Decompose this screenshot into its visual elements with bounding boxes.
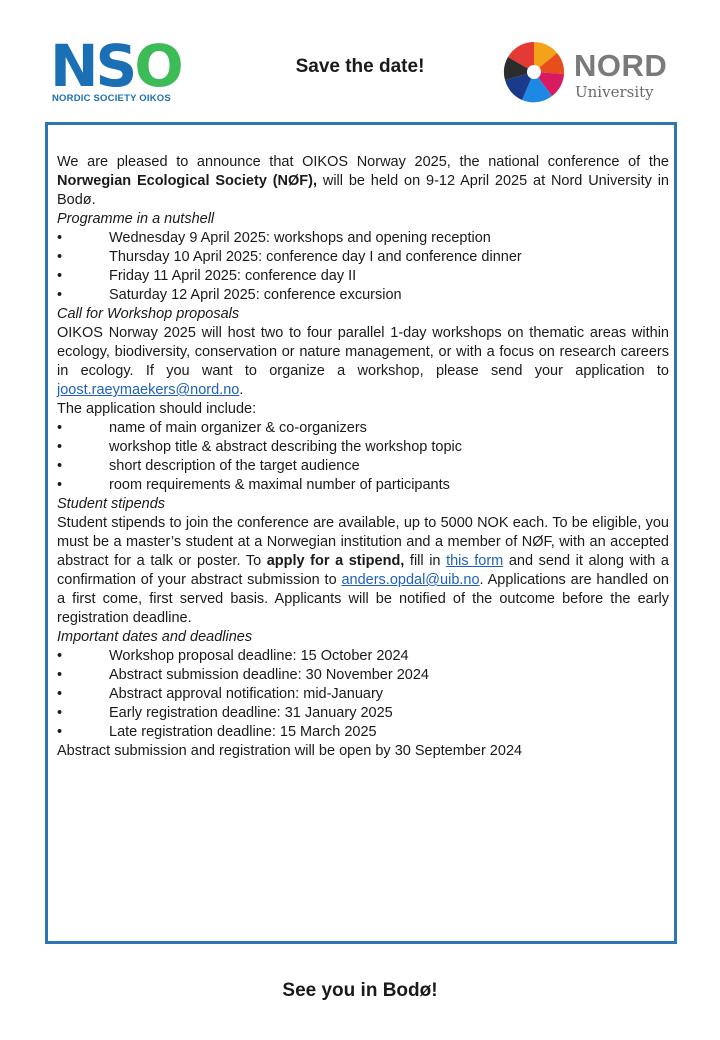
stipend-email-link[interactable]: anders.opdal@uib.no (341, 572, 480, 588)
list-item: • Saturday 12 April 2025: conference excursion (57, 287, 402, 303)
nord-logo-name: NORD (574, 48, 668, 83)
workshop-paragraph: OIKOS Norway 2025 will host two to four parallel 1-day workshops on thematic areas within ecology, biodiversity, conservation or nature management, or with a focus on research careers in ecology. If you want to organize a workshop, please send your application to joost.raeymaekers@nord.no. (57, 325, 669, 398)
nso-logo-subtitle: NORDIC SOCIETY OIKOS (52, 93, 171, 104)
list-item: • workshop title & abstract describing the workshop topic (57, 439, 463, 455)
nord-logo-subtitle: University (575, 83, 654, 101)
list-item: • Abstract approval notification: mid-January (57, 686, 384, 702)
list-item: • short description of the target audience (57, 458, 360, 474)
dates-heading: Important dates and deadlines (57, 629, 253, 645)
list-item: • name of main organizer & co-organizers (57, 420, 367, 436)
nord-logo-emblem-icon (502, 40, 566, 104)
programme-list (57, 229, 669, 305)
workshop-heading: Call for Workshop proposals (57, 306, 240, 322)
list-item: • room requirements & maximal number of participants (57, 477, 450, 493)
programme-heading: Programme in a nutshell (57, 211, 215, 227)
list-item: • Early registration deadline: 31 January 2025 (57, 705, 393, 721)
dates-closing: Abstract submission and registration will be open by 30 September 2024 (57, 743, 523, 759)
nso-logo (50, 32, 200, 106)
list-item: • Thursday 10 April 2025: conference day I and conference dinner (57, 249, 522, 265)
workshop-email-link[interactable]: joost.raeymaekers@nord.no (57, 382, 240, 398)
dates-list (57, 647, 669, 742)
application-list (57, 419, 669, 495)
list-item: • Friday 11 April 2025: conference day II (57, 268, 357, 284)
nso-logo-letters: NSO (50, 32, 181, 100)
list-item: • Late registration deadline: 15 March 2025 (57, 724, 377, 740)
society-name: Norwegian Ecological Society (NØF), (57, 173, 318, 189)
list-item: • Wednesday 9 April 2025: workshops and opening reception (57, 230, 491, 246)
announcement-content (57, 153, 669, 761)
intro-paragraph: We are pleased to announce that OIKOS Norway 2025, the national conference of the Norwegian Ecological Society (NØF), will be held on 9-12 April 2025 at Nord University in Bodø. (57, 154, 669, 208)
application-intro: The application should include: (57, 401, 257, 417)
footer-text: See you in Bodø! (282, 980, 438, 1001)
page-title: Save the date! (295, 56, 425, 77)
nord-university-logo (502, 40, 682, 104)
announcement-box (45, 122, 677, 944)
stipend-form-link[interactable]: this form (446, 553, 504, 569)
list-item: • Abstract submission deadline: 30 November 2024 (57, 667, 429, 683)
stipends-heading: Student stipends (57, 496, 166, 512)
list-item: • Workshop proposal deadline: 15 October 2024 (57, 648, 409, 664)
apply-stipend-emphasis: apply for a stipend, (266, 553, 405, 569)
stipends-paragraph: Student stipends to join the conference are available, up to 5000 NOK each. To be eligible, you must be a master’s student at a Norwegian institution and a member of NØF, with an accepted abstract for a talk or poster. To apply for a stipend, fill in this form and send it along with a confirmation of your abstract submission to anders.opdal@uib.no. Applications are handled on a first come, first served basis. Applicants will be notified of the outcome before the early registration deadline. (57, 515, 669, 626)
